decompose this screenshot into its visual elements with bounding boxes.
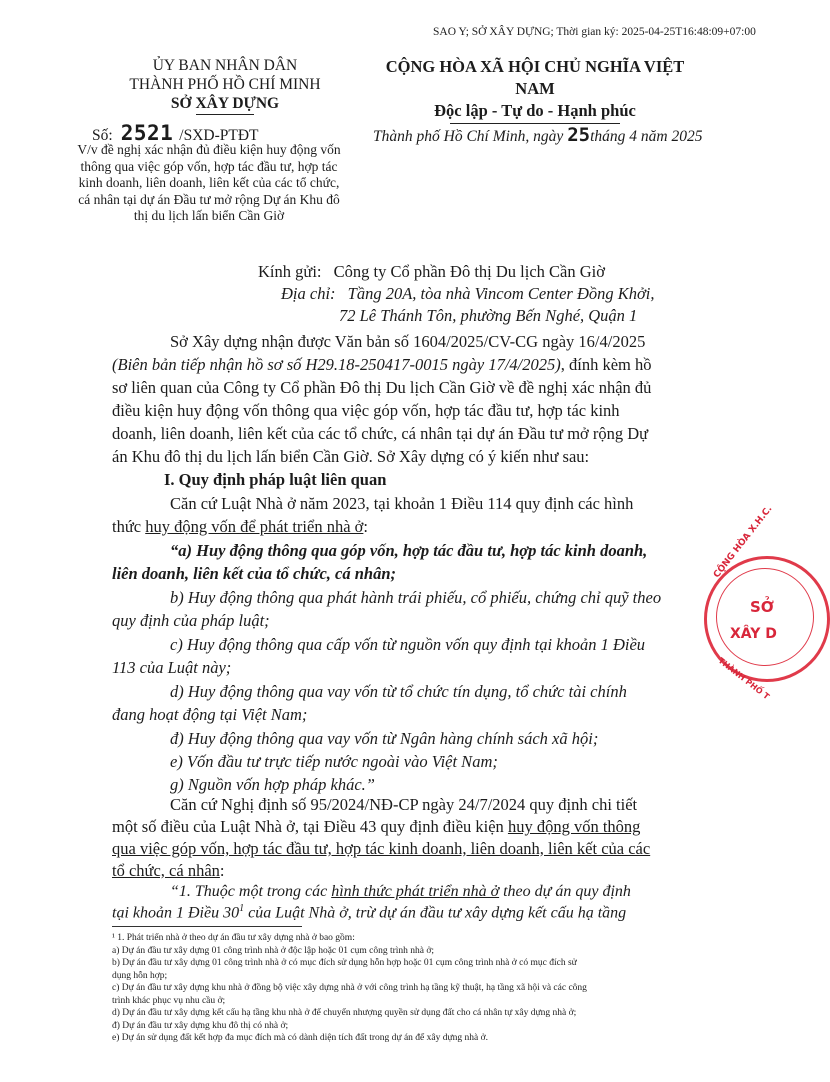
- item-a-line-2: liên doanh, liên kết của tổ chức, cá nhân;: [112, 564, 396, 583]
- red-seal-inner-ring: [716, 568, 814, 666]
- item-c-line-1: c) Huy động thông qua cấp vốn từ nguồn vốn quy định tại khoản 1 Điều: [170, 635, 646, 654]
- national-header: [366, 56, 704, 124]
- footnote-ref: 1: [239, 903, 245, 914]
- subject-line: thông qua việc góp vốn, hợp tác đầu tư, hợp tác: [80, 158, 338, 174]
- intro-line-5: doanh, liên doanh, liên kết của các tổ chức, cá nhân tại dự án Đầu tư mở rộng Dự: [112, 424, 649, 443]
- quote2-line-1-post: theo dự án quy định: [499, 883, 631, 900]
- item-c-line-2: 113 của Luật này;: [112, 658, 232, 677]
- quote2-underlined: hình thức phát triển nhà ở: [331, 883, 500, 900]
- quote2-line-1-pre: “1. Thuộc một trong các: [170, 883, 332, 900]
- footnote-line: đ) Dự án đầu tư xây dựng khu đô thị có nhà ở;: [112, 1020, 289, 1031]
- footnote-line: b) Dự án đầu tư xây dựng 01 công trình nhà ở có mục đích sử dụng hỗn hợp hoặc 01 cụm công trình nhà ở có mục đích sử: [112, 958, 577, 968]
- subject-line: kinh doanh, liên doanh, liên kết của các tổ chức,: [78, 175, 340, 190]
- decree-underlined-3: tổ chức, cá nhân: [112, 861, 220, 880]
- stamp-center-2: XÂY D: [730, 626, 777, 642]
- footnote-line: d) Dự án đầu tư xây dựng kết cấu hạ tầng khu nhà ở để chuyển nhượng quyền sử dụng đất cho cá nhân tự xây dựng nhà ở;: [112, 1008, 577, 1018]
- decree-line-1: Căn cứ Nghị định số 95/2024/NĐ-CP ngày 24/7/2024 quy định chi tiết: [170, 795, 638, 814]
- agency-line-3: SỞ XÂY DỰNG: [170, 95, 280, 112]
- quote2-line-1: [170, 883, 631, 901]
- footnote-separator: [112, 926, 302, 927]
- footnote-block: [112, 932, 712, 1045]
- section-heading: I. Quy định pháp luật liên quan: [164, 470, 387, 489]
- digital-signature-line: SAO Y; SỞ XÂY DỰNG; Thời gian ký: 2025-04-25T16:48:09+07:00: [433, 26, 756, 38]
- recipient-name: Công ty Cổ phần Đô thị Du lịch Cần Giờ: [333, 262, 605, 281]
- law-line-2-post: :: [363, 517, 368, 536]
- date-day-handwritten: 25: [567, 124, 591, 146]
- decree-underlined-1: huy động vốn thông: [507, 817, 641, 836]
- intro-line-1: Sở Xây dựng nhận được Văn bản số 1604/2025/CV-CG ngày 16/4/2025: [170, 332, 646, 351]
- subject-line: V/v đề nghị xác nhận đủ điều kiện huy động vốn: [77, 142, 341, 157]
- recipient-label: Kính gửi:: [258, 262, 322, 281]
- footnote-line: dụng hỗn hợp;: [112, 970, 168, 981]
- item-b-line-2: quy định của pháp luật;: [112, 611, 270, 630]
- intro-receipt-ref: (Biên bản tiếp nhận hồ sơ số H29.18-250417-0015 ngày 17/4/2025): [112, 355, 561, 374]
- national-motto: Độc lập - Tự do - Hạnh phúc: [434, 101, 636, 120]
- subject-line: thị du lịch lấn biển Cần Giờ: [133, 208, 285, 223]
- stamp-top-text: CỘNG HÒA X.H.C.: [712, 504, 775, 581]
- document-date: [373, 124, 702, 146]
- decree-line-4: [112, 861, 225, 881]
- date-suffix: tháng 4 năm 2025: [590, 128, 703, 145]
- recipient-line: [258, 262, 605, 282]
- footnote-line: e) Dự án sử dụng đất kết hợp đa mục đích mà có dành diện tích đất trong dự án để xây dựng nhà ở.: [112, 1033, 488, 1043]
- item-d-line-1: d) Huy động thông qua vay vốn từ tổ chức tín dụng, tổ chức tài chính: [170, 682, 627, 701]
- item-a-line-1: “a) Huy động thông qua góp vốn, hợp tác đầu tư, hợp tác kinh doanh,: [170, 541, 648, 560]
- agency-underline: [196, 114, 254, 115]
- intro-line-2-rest: , đính kèm hồ: [560, 355, 652, 374]
- doc-number-handwritten: 2521: [120, 121, 174, 145]
- address-value-2: 72 Lê Thánh Tôn, phường Bến Nghé, Quận 1: [339, 306, 638, 325]
- intro-line-2: [112, 355, 652, 375]
- law-line-2: [112, 517, 368, 537]
- decree-line-2: [112, 817, 640, 837]
- document-subject: [54, 142, 364, 225]
- quote2-line-2: [112, 903, 626, 922]
- decree-underlined-2: qua việc góp vốn, hợp tác đầu tư, hợp tác kinh doanh, liên doanh, liên kết của các: [112, 839, 651, 858]
- address-label: Địa chỉ:: [281, 284, 336, 303]
- agency-header: [100, 56, 350, 115]
- quote2-line-2-pre: tại khoản 1 Điều 30: [112, 904, 240, 922]
- national-title: CỘNG HÒA XÃ HỘI CHỦ NGHĨA VIỆT NAM: [385, 57, 685, 98]
- item-d-line-2: đang hoạt động tại Việt Nam;: [112, 705, 308, 724]
- stamp-bottom-text: THÀNH PHỐ T: [716, 656, 771, 702]
- footnote-line: ¹ 1. Phát triển nhà ở theo dự án đầu tư xây dựng nhà ở bao gồm:: [112, 933, 355, 943]
- decree-line-4-post: :: [219, 861, 225, 880]
- item-b-line-1: b) Huy động thông qua phát hành trái phiếu, cổ phiếu, chứng chỉ quỹ theo: [170, 588, 662, 607]
- footnote-line: trình khác phục vụ nhu cầu ở;: [112, 995, 226, 1006]
- address-value-1: Tầng 20A, tòa nhà Vincom Center Đồng Khởi,: [347, 284, 655, 303]
- stamp-center-1: SỞ: [750, 598, 774, 616]
- intro-line-3: sơ liên quan của Công ty Cổ phần Đô thị Du lịch Cần Giờ về đề nghị xác nhận đủ: [112, 378, 652, 397]
- footnote-line: c) Dự án đầu tư xây dựng khu nhà ở đồng bộ việc xây dựng nhà ở với công trình hạ tầng kỹ thuật, hạ tầng xã hội và các công: [112, 983, 587, 993]
- item-e: e) Vốn đầu tư trực tiếp nước ngoài vào Việt Nam;: [170, 752, 498, 771]
- intro-line-4: điều kiện huy động vốn thông qua việc góp vốn, hợp tác đầu tư, hợp tác kinh: [112, 401, 620, 420]
- doc-number-suffix: /SXD-PTĐT: [179, 127, 259, 144]
- quote2-line-2-post: của Luật Nhà ở, trừ dự án đầu tư xây dựng kết cấu hạ tầng: [244, 904, 627, 922]
- decree-line-2-pre: một số điều của Luật Nhà ở, tại Điều 43 quy định điều kiện: [112, 817, 504, 836]
- doc-number-prefix: Số:: [92, 127, 113, 144]
- law-line-2-pre: thức: [112, 517, 142, 536]
- subject-line: cá nhân tại dự án Đầu tư mở rộng Dự án Khu đô: [78, 191, 340, 207]
- date-prefix: Thành phố Hồ Chí Minh, ngày: [373, 128, 564, 145]
- intro-line-6: án Khu đô thị du lịch lấn biển Cần Giờ. Sở Xây dựng có ý kiến như sau:: [112, 447, 590, 466]
- address-line: [281, 284, 655, 304]
- law-line-1: Căn cứ Luật Nhà ở năm 2023, tại khoản 1 Điều 114 quy định các hình: [170, 494, 634, 513]
- footnote-line: a) Dự án đầu tư xây dựng 01 công trình nhà ở độc lập hoặc 01 cụm công trình nhà ở;: [112, 945, 435, 956]
- item-g: g) Nguồn vốn hợp pháp khác.”: [170, 775, 375, 794]
- item-dd: đ) Huy động thông qua vay vốn từ Ngân hàng chính sách xã hội;: [170, 729, 599, 748]
- agency-line-2: THÀNH PHỐ HỒ CHÍ MINH: [129, 76, 321, 93]
- law-underlined-term: huy động vốn để phát triển nhà ở: [145, 517, 364, 536]
- agency-line-1: ỦY BAN NHÂN DÂN: [152, 57, 298, 74]
